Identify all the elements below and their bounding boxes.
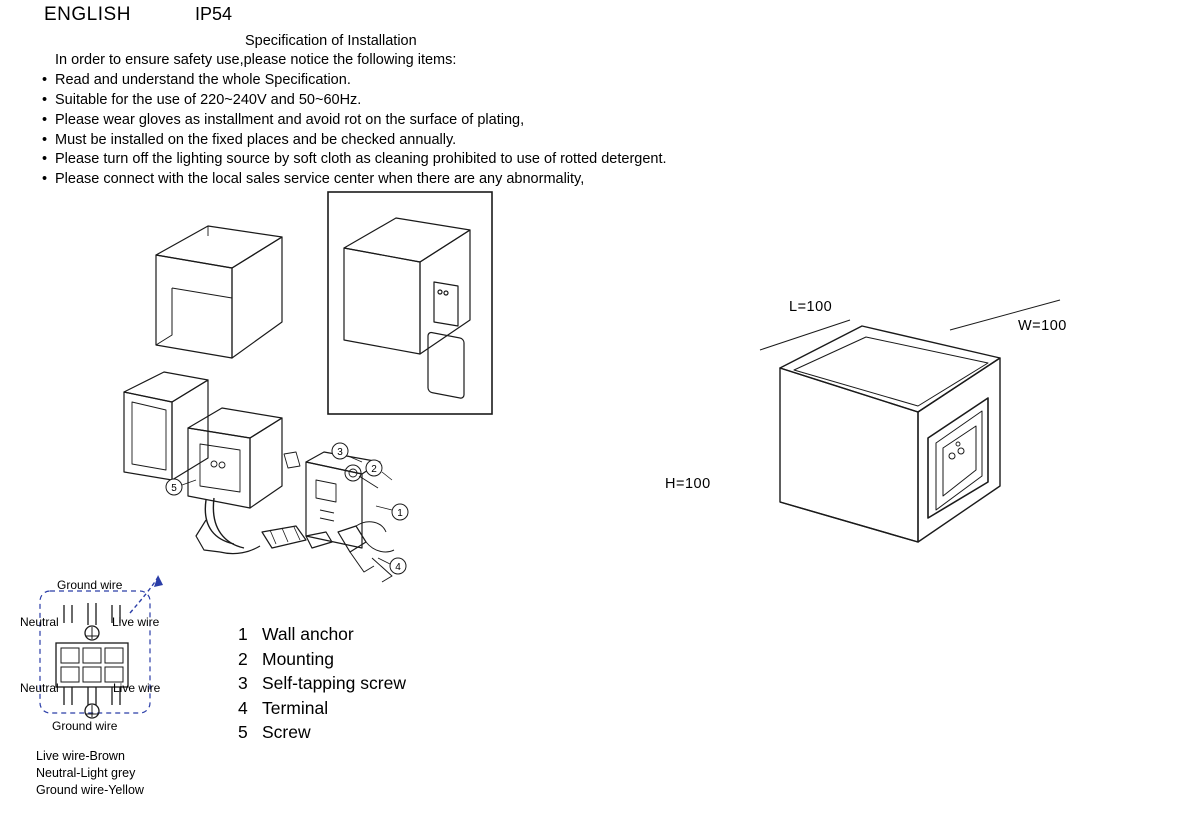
parts-item-5-number: 5: [238, 722, 248, 742]
spec-bullet-5: • Please turn off the lighting source by soft cloth as cleaning prohibited to use of rotted detergent.: [42, 151, 667, 167]
spec-bullet-3-text: Please wear gloves as installment and avoid rot on the surface of plating,: [55, 112, 525, 128]
parts-item-3-number: 3: [238, 673, 248, 693]
dimension-width-label: W=100: [1018, 318, 1067, 334]
spec-bullet-5-text: Please turn off the lighting source by soft cloth as cleaning prohibited to use of rotted detergent.: [55, 151, 667, 167]
spec-bullet-2-text: Suitable for the use of 220~240V and 50~60Hz.: [55, 92, 362, 108]
ip-rating-label: IP54: [195, 4, 233, 24]
parts-item-1-number: 1: [238, 624, 248, 644]
parts-list-item-3: [238, 671, 406, 696]
dimension-height-label: H=100: [665, 476, 711, 492]
parts-list-item-4: [238, 696, 406, 721]
parts-item-5-label: Screw: [262, 722, 311, 742]
parts-list: [238, 622, 406, 745]
parts-item-2-label: Mounting: [262, 648, 334, 669]
spec-bullet-2: • Suitable for the use of 220~240V and 50~60Hz.: [42, 92, 362, 108]
spec-bullet-3: • Please wear gloves as installment and avoid rot on the surface of plating,: [42, 112, 525, 128]
dimensioned-product-drawing: [700, 290, 1120, 590]
legend-neutral: Neutral-Light grey: [36, 766, 136, 780]
callout-3: 3: [337, 447, 343, 458]
spec-bullet-6: • Please connect with the local sales service center when there are any abnormality,: [42, 171, 585, 187]
parts-item-2-number: 2: [238, 648, 248, 669]
specification-title: Specification of Installation: [245, 33, 417, 49]
callout-2: 2: [371, 464, 377, 475]
wiring-label-neutral-top: Neutral: [20, 615, 59, 629]
parts-list-item-2: [238, 647, 406, 672]
language-title: ENGLISH: [44, 4, 131, 25]
wiring-label-live-bottom: Live wire: [113, 681, 161, 695]
wiring-label-ground-bottom: Ground wire: [52, 719, 118, 733]
wire-color-legend: [36, 748, 144, 799]
parts-list-item-1: [238, 622, 406, 647]
wiring-label-ground-top: Ground wire: [57, 578, 123, 592]
assembly-exploded-drawing: [110, 180, 530, 610]
spec-bullet-6-text: Please connect with the local sales service center when there are any abnormality,: [55, 171, 585, 187]
parts-item-3-label: Self-tapping screw: [262, 673, 406, 693]
wiring-label-neutral-bottom: Neutral: [20, 681, 59, 695]
spec-bullet-4: • Must be installed on the fixed places and be checked annually.: [42, 132, 457, 148]
parts-item-1-label: Wall anchor: [262, 624, 354, 644]
parts-item-4-number: 4: [238, 697, 248, 718]
parts-item-4-label: Terminal: [262, 697, 329, 718]
spec-bullet-1: • Read and understand the whole Specification.: [42, 72, 351, 88]
specification-intro: In order to ensure safety use,please notice the following items:: [55, 52, 457, 68]
callout-1: 1: [397, 508, 403, 519]
callout-5: 5: [171, 483, 177, 494]
dimension-length-label: L=100: [789, 299, 833, 315]
parts-list-item-5: [238, 720, 406, 745]
wiring-label-live-top: Live wire: [112, 615, 160, 629]
callout-4: 4: [395, 562, 401, 573]
spec-bullet-1-text: Read and understand the whole Specification.: [55, 72, 351, 88]
legend-ground: Ground wire-Yellow: [36, 783, 144, 797]
spec-bullet-4-text: Must be installed on the fixed places and be checked annually.: [55, 132, 457, 148]
legend-live: Live wire-Brown: [36, 749, 125, 763]
